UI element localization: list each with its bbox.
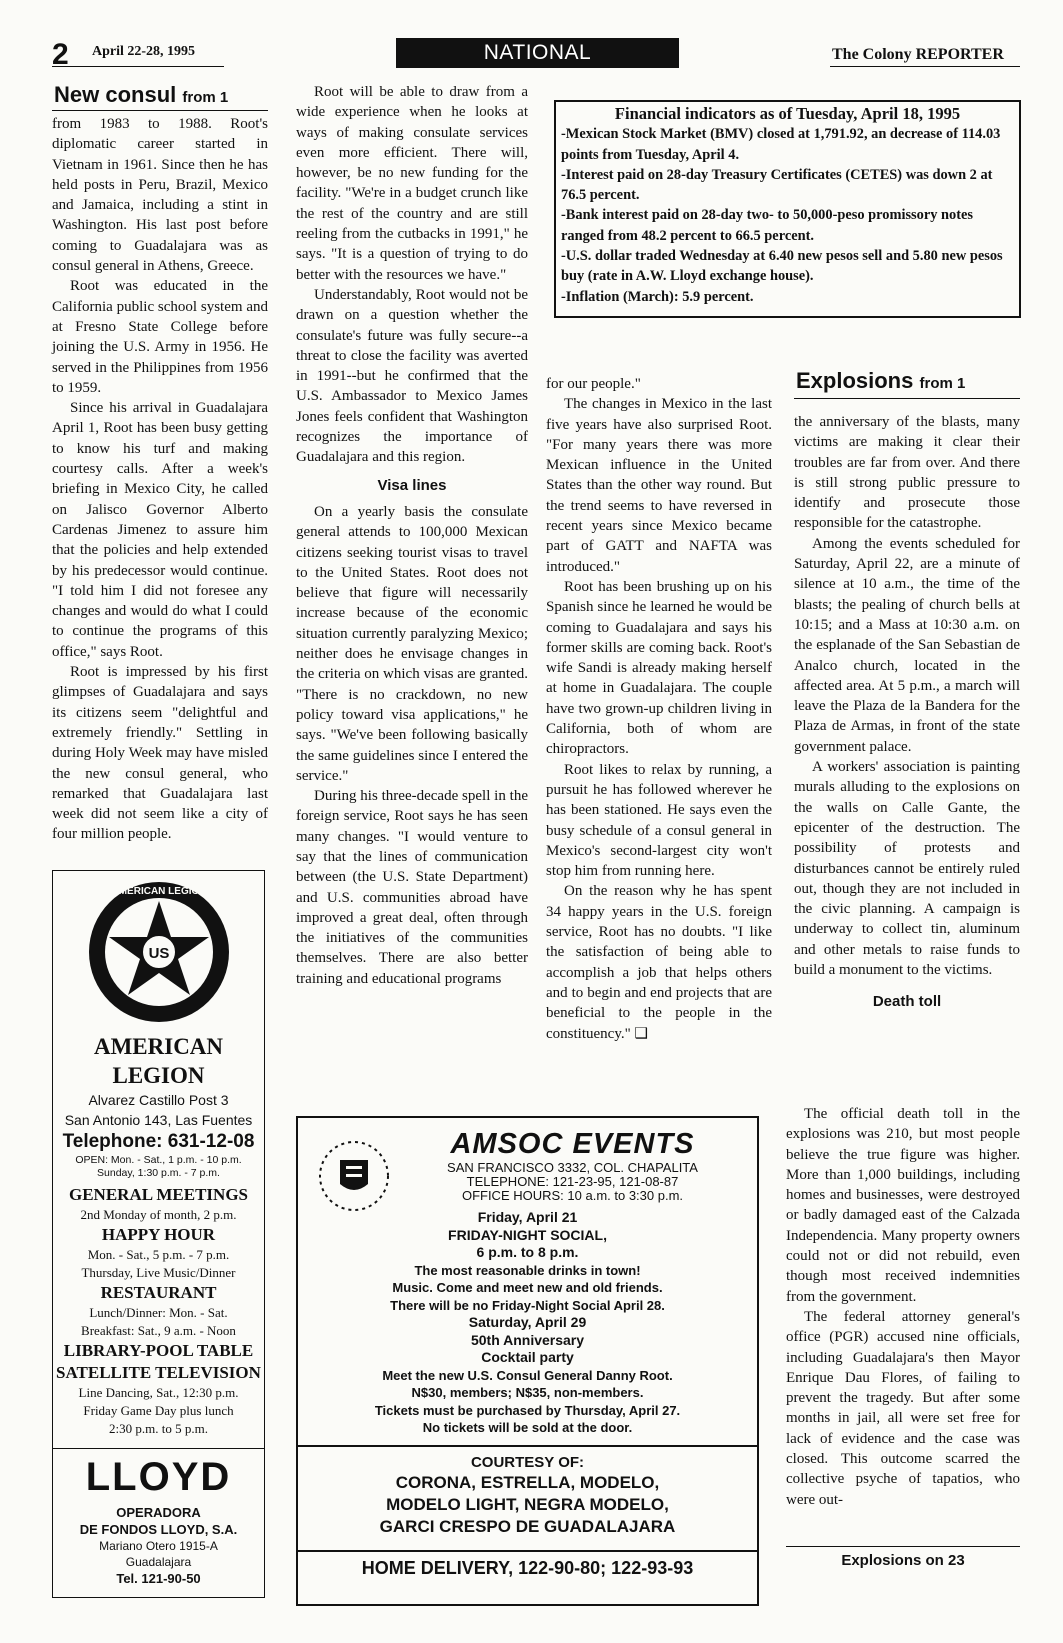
lloyd-phone: Tel. 121-90-50 bbox=[116, 1571, 201, 1586]
emblem-center-text: US bbox=[148, 945, 169, 962]
lloyd-city: Guadalajara bbox=[125, 1555, 192, 1569]
explosions-col-b bbox=[786, 1104, 1020, 1510]
consul-para: Understandably, Root would not be drawn on a question whether the consulate's future was fully secure--a threat to close the facility was averted in 1991--but he confirmed that the U.S. Ambassador to Mexico James Jones feels confident that Washington recognizes the importance of Guadalajara and this region. bbox=[296, 286, 528, 466]
consul-col-3 bbox=[546, 374, 772, 1044]
legion-title-2: LEGION bbox=[112, 1063, 205, 1088]
explosions-col-a bbox=[794, 412, 1020, 1019]
financial-title: Financial indicators as of Tuesday, April 18, 1995 bbox=[614, 104, 961, 123]
explosions-para: The federal attorney general's office (PGR) accused nine officials, including Guadalajara's then Mayor Enrique Dau Flores, of failing to prevent the tragedy. But after some months in jail, all were set free for lack of evidence and the case was closed. This outcome scarred the collective psyche of tapatios, who were out- bbox=[786, 1308, 1020, 1508]
end-mark: ❑ bbox=[634, 1025, 648, 1042]
emblem-ring-text: AMERICAN LEGION bbox=[111, 886, 206, 897]
consul-para: Root was educated in the California public school system and at Fresno State College before joining the U.S. Army in 1956. He served in the Philippines from 1956 to 1959. bbox=[52, 278, 268, 396]
explosions-headline-rule bbox=[794, 398, 1020, 399]
consul-para: Root will be able to draw from a wide experience when he looks at ways of making consulate services even more efficient. There will, however, be no new funding for the facility. "We're in a budget crunch like the rest of the country and are still reeling from the cutbacks in 1991," he says. "It is a question of trying to do better with the resources we have." bbox=[296, 84, 528, 283]
visa-subheading: Visa lines bbox=[377, 476, 447, 494]
event2-name: 50th Anniversary bbox=[470, 1331, 585, 1348]
jump-line: Explosions on 23 bbox=[841, 1552, 965, 1569]
legion-address: San Antonio 143, Las Fuentes bbox=[64, 1112, 253, 1128]
amsoc-telephone: TELEPHONE: 121-23-95, 121-08-87 bbox=[466, 1174, 679, 1189]
event1-line-1: The most reasonable drinks in town! bbox=[414, 1262, 641, 1278]
legion-happy-when: Mon. - Sat., 5 p.m. - 7 p.m. bbox=[87, 1247, 230, 1262]
sponsor-line-2: MODELO LIGHT, NEGRA MODELO, bbox=[386, 1494, 669, 1514]
consul-col-1 bbox=[52, 114, 268, 845]
legion-phone: Telephone: 631-12-08 bbox=[62, 1131, 255, 1152]
financial-item: -Inflation (March): 5.9 percent. bbox=[561, 288, 754, 305]
legion-library: LIBRARY-POOL TABLE bbox=[63, 1341, 254, 1360]
legion-rest-breakfast: Breakfast: Sat., 9 a.m. - Noon bbox=[81, 1323, 236, 1338]
event1-time: 6 p.m. to 8 p.m. bbox=[476, 1244, 579, 1260]
legion-happy-hour: HAPPY HOUR bbox=[101, 1225, 216, 1244]
consul-para: for our people." bbox=[546, 376, 641, 392]
paper-name: The Colony REPORTER bbox=[832, 46, 1004, 63]
courtesy-section bbox=[298, 1445, 757, 1538]
financial-item: -Bank interest paid on 28-day two- to 50,000-peso promissory notes ranged from 48.2 percent to 66.5 percent. bbox=[561, 207, 974, 244]
explosions-para: Among the events scheduled for Saturday, April 22, are a minute of silence at 10 a.m., the time of the blasts; the pealing of church bells at 10:15; and a Mass at 10:30 a.m. on the esplanade of the San Sebastian de Analco church, located in the affected area. At 5 p.m., a march will leave the Plaza de la Bandera for the Plaza de Armas, in front of the state government palace. bbox=[794, 535, 1020, 755]
consul-headline-rule bbox=[52, 110, 268, 111]
consul-para: On the reason why he has spent 34 happy years in the U.S. foreign service, Root has no doubts. "I like the satisfaction of being able to accomplish a job that helps others and to begin and end projects that are beneficial to the people in the constituency." ❑ bbox=[546, 883, 772, 1042]
event2-sub: Cocktail party bbox=[481, 1349, 574, 1365]
amsoc-events-ad bbox=[296, 1116, 759, 1606]
legion-satellite: SATELLITE TELEVISION bbox=[56, 1363, 261, 1382]
amsoc-title: AMSOC EVENTS bbox=[450, 1128, 695, 1160]
event2-line-3: Tickets must be purchased by Thursday, April 27. bbox=[374, 1402, 681, 1418]
legion-happy-thursday: Thursday, Live Music/Dinner bbox=[81, 1265, 236, 1280]
legion-post: Alvarez Castillo Post 3 bbox=[88, 1092, 229, 1108]
consul-para: The changes in Mexico in the last five years have also surprised Root. "For many years there was more Mexican influence in the United States than the other way round. But the trend seems to have reversed in recent years since Mexico became part of GATT and NAFTA was introduced." bbox=[546, 396, 772, 575]
legion-rest-lunch: Lunch/Dinner: Mon. - Sat. bbox=[89, 1305, 228, 1320]
american-legion-ad bbox=[52, 870, 265, 1598]
header-rule bbox=[52, 66, 224, 67]
explosions-para: The official death toll in the explosions was 210, but most people believe the true figure was higher. More than 1,000 buildings, including homes and businesses, were destroyed or badly damaged east of the Calzada Independencia. Many property owners could not or did not rebuild, even though most received indemnities from the government. bbox=[786, 1106, 1020, 1305]
home-delivery: HOME DELIVERY, 122-90-80; 122-93-93 bbox=[298, 1550, 757, 1579]
lloyd-logo: LLOYD bbox=[85, 1455, 232, 1499]
explosions-headline: Explosions from 1 bbox=[796, 368, 966, 393]
event2-line-4: No tickets will be sold at the door. bbox=[422, 1420, 633, 1435]
event2-line-1: Meet the new U.S. Consul General Danny Root. bbox=[382, 1367, 673, 1383]
legion-friday-game: Friday Game Day plus lunch bbox=[83, 1403, 234, 1418]
page-number: 2 bbox=[52, 38, 69, 71]
consul-headline: New consul from 1 bbox=[54, 82, 229, 107]
legion-open-1: OPEN: Mon. - Sat., 1 p.m. - 10 p.m. bbox=[75, 1154, 242, 1166]
financial-item: -U.S. dollar traded Wednesday at 6.40 new pesos sell and 5.80 new pesos buy (rate in A.W. Lloyd exchange house). bbox=[561, 248, 1003, 285]
legion-emblem-icon bbox=[84, 877, 234, 1027]
explosions-para: A workers' association is painting murals alluding to the explosions on the walls on Calle Gante, the epicenter of the destruction. The possibility of protests and disturbances cannot be entirely ruled out, though they are not included in the civic planning. A campaign is underway to collect tin, aluminum and other metals to raise funds to build a monument to the victims. bbox=[794, 759, 1020, 979]
legion-line-dancing: Line Dancing, Sat., 12:30 p.m. bbox=[78, 1385, 239, 1400]
legion-meetings-when: 2nd Monday of month, 2 p.m. bbox=[80, 1207, 237, 1222]
legion-friday-time: 2:30 p.m. to 5 p.m. bbox=[109, 1421, 208, 1436]
event1-name: FRIDAY-NIGHT SOCIAL, bbox=[448, 1226, 607, 1243]
legion-open-2: Sunday, 1:30 p.m. - 7 p.m. bbox=[97, 1167, 220, 1179]
section-label: NATIONAL bbox=[396, 38, 679, 68]
amsoc-hours: OFFICE HOURS: 10 a.m. to 3:30 p.m. bbox=[461, 1188, 684, 1203]
event1-line-3: There will be no Friday-Night Social April 28. bbox=[390, 1297, 665, 1313]
lloyd-ad bbox=[53, 1448, 264, 1587]
amsoc-crest-icon bbox=[318, 1134, 390, 1218]
amsoc-address: SAN FRANCISCO 3332, COL. CHAPALITA bbox=[447, 1160, 698, 1175]
event2-line-2: N$30, members; N$35, non-members. bbox=[411, 1385, 644, 1400]
consul-col-2 bbox=[296, 82, 528, 989]
lloyd-name-1: OPERADORA bbox=[116, 1505, 201, 1520]
lloyd-address: Mariano Otero 1915-A bbox=[99, 1539, 218, 1553]
legion-restaurant: RESTAURANT bbox=[100, 1283, 217, 1302]
event1-line-2: Music. Come and meet new and old friends. bbox=[392, 1280, 663, 1295]
consul-para: Root likes to relax by running, a pursuit he has followed wherever he has been stationed. He says even the busy schedule of a consul general in Mexico's second-largest city won't stop him from running here. bbox=[546, 761, 772, 880]
jump-rule bbox=[786, 1546, 1020, 1547]
consul-para: Since his arrival in Guadalajara April 1, Root has been busy getting to know his turf and making courtesy calls. After a week's briefing in Mexico City, he called on Jalisco Governor Alberto Cardenas Jimenez to assure him that the policies and help extended by his predecessor would continue. "I told him I did not foresee any changes and would do what I could to continue the programs of this office," says Root. bbox=[52, 400, 268, 660]
financial-indicators-box bbox=[554, 100, 1021, 318]
consul-para: During his three-decade spell in the foreign service, Root says he has seen many changes. "I would venture to say that the lines of communication between (the U.S. State Department) and U.S. communities abroad have improved a great deal, often through the initiatives of the communities themselves. There are also better training and educational programs bbox=[296, 788, 528, 987]
legion-title-1: AMERICAN bbox=[93, 1034, 224, 1059]
financial-item: -Mexican Stock Market (BMV) closed at 1,791.92, an decrease of 114.03 points from Tuesday, April 4. bbox=[561, 126, 1001, 163]
consul-para: On a yearly basis the consulate general attends to 100,000 Mexican citizens seeking tourist visas to travel to the United States. Root does not believe that figure will necessarily increase because of the economic situation currently paralyzing Mexico; neither does he envisage changes in the criteria on which visas are granted. "There is no crackdown, no new policy toward visa applications," he says. "We've been following basically the same guidelines since I entered the service." bbox=[296, 503, 528, 784]
lloyd-name-2: DE FONDOS LLOYD, S.A. bbox=[79, 1522, 238, 1537]
death-toll-subheading: Death toll bbox=[872, 993, 942, 1011]
courtesy-label: COURTESY OF: bbox=[470, 1453, 585, 1471]
header-rule-right bbox=[830, 66, 1020, 67]
issue-date: April 22-28, 1995 bbox=[92, 44, 196, 59]
legion-meetings: GENERAL MEETINGS bbox=[68, 1185, 248, 1204]
consul-para: from 1983 to 1988. Root's diplomatic career started in Vietnam in 1961. Since then he has held posts in Peru, Brazil, Mexico and Jamaica, including a stint in Washington. His last post before coming to Guadalajara was as consul general in Athens, Greece. bbox=[52, 116, 268, 275]
sponsor-line-3: GARCI CRESPO DE GUADALAJARA bbox=[379, 1516, 676, 1536]
explosions-para: the anniversary of the blasts, many victims are making it clear their troubles are far from over. And there is still strong public pressure to identify and prosecute those responsible for the catastrophe. bbox=[794, 414, 1020, 532]
event2-date: Saturday, April 29 bbox=[468, 1314, 587, 1330]
financial-item: -Interest paid on 28-day Treasury Certificates (CETES) was down 2 at 76.5 percent. bbox=[561, 166, 993, 204]
consul-para: Root is impressed by his first glimpses of Guadalajara and says its citizens seem "delightful and extremely friendly." Settling in during Holy Week may have misled the new consul general, who remarked that Guadalajara last week did not seem like a city of four million people. bbox=[52, 664, 268, 843]
event1-date: Friday, April 21 bbox=[477, 1209, 578, 1225]
consul-para: Root has been brushing up on his Spanish since he learned he would be coming to Guadalajara and says his former skills are coming back. Root's wife Sandi is already making herself at home in Guadalajara. The couple have two grown-up children living in California, both of whom are chiropractors. bbox=[546, 578, 772, 758]
sponsor-line-1: CORONA, ESTRELLA, MODELO, bbox=[395, 1472, 660, 1492]
